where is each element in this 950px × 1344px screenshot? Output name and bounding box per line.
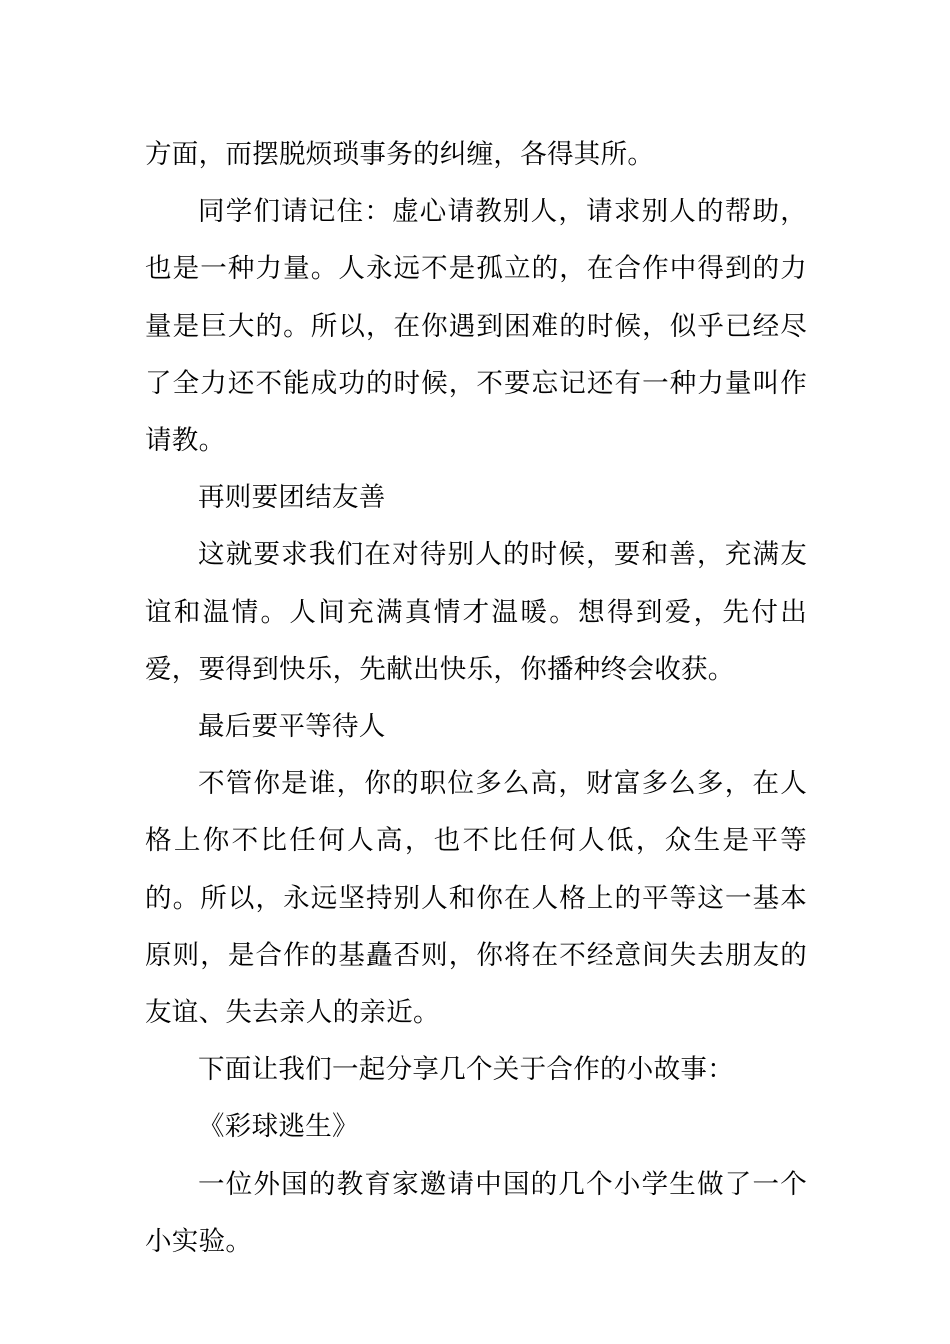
paragraph-continuation: 方面，而摆脱烦琐事务的纠缠，各得其所。 (145, 139, 655, 170)
section-heading-equality: 最后要平等待人 (198, 711, 386, 743)
story-title: 《彩球逃生》 (198, 1111, 359, 1143)
paragraph-stories-intro: 下面让我们一起分享几个关于合作的小故事： (198, 1054, 734, 1086)
paragraph-story-start: 一位外国的教育家邀请中国的几个小学生做了一个小实验。 (145, 1168, 807, 1257)
section-heading-unity: 再则要团结友善 (198, 482, 386, 514)
paragraph-kindness: 这就要求我们在对待别人的时候，要和善，充满友谊和温情。人间充满真情才温暖。想得到爱，先付出爱，要得到快乐，先献出快乐，你播种终会收获。 (145, 539, 807, 685)
paragraph-equality: 不管你是谁，你的职位多么高，财富多么多，在人格上你不比任何人高，也不比任何人低，众生是平等的。所以，永远坚持别人和你在人格上的平等这一基本原则，是合作的基矗否则，你将在不经意间失去朋友的友谊、失去亲人的亲近。 (145, 768, 807, 1029)
document-body (145, 126, 807, 1270)
paragraph-advice: 同学们请记住：虚心请教别人，请求别人的帮助，也是一种力量。人永远不是孤立的，在合作中得到的力量是巨大的。所以，在你遇到困难的时候，似乎已经尽了全力还不能成功的时候，不要忘记还有一种力量叫作请教。 (145, 196, 807, 457)
